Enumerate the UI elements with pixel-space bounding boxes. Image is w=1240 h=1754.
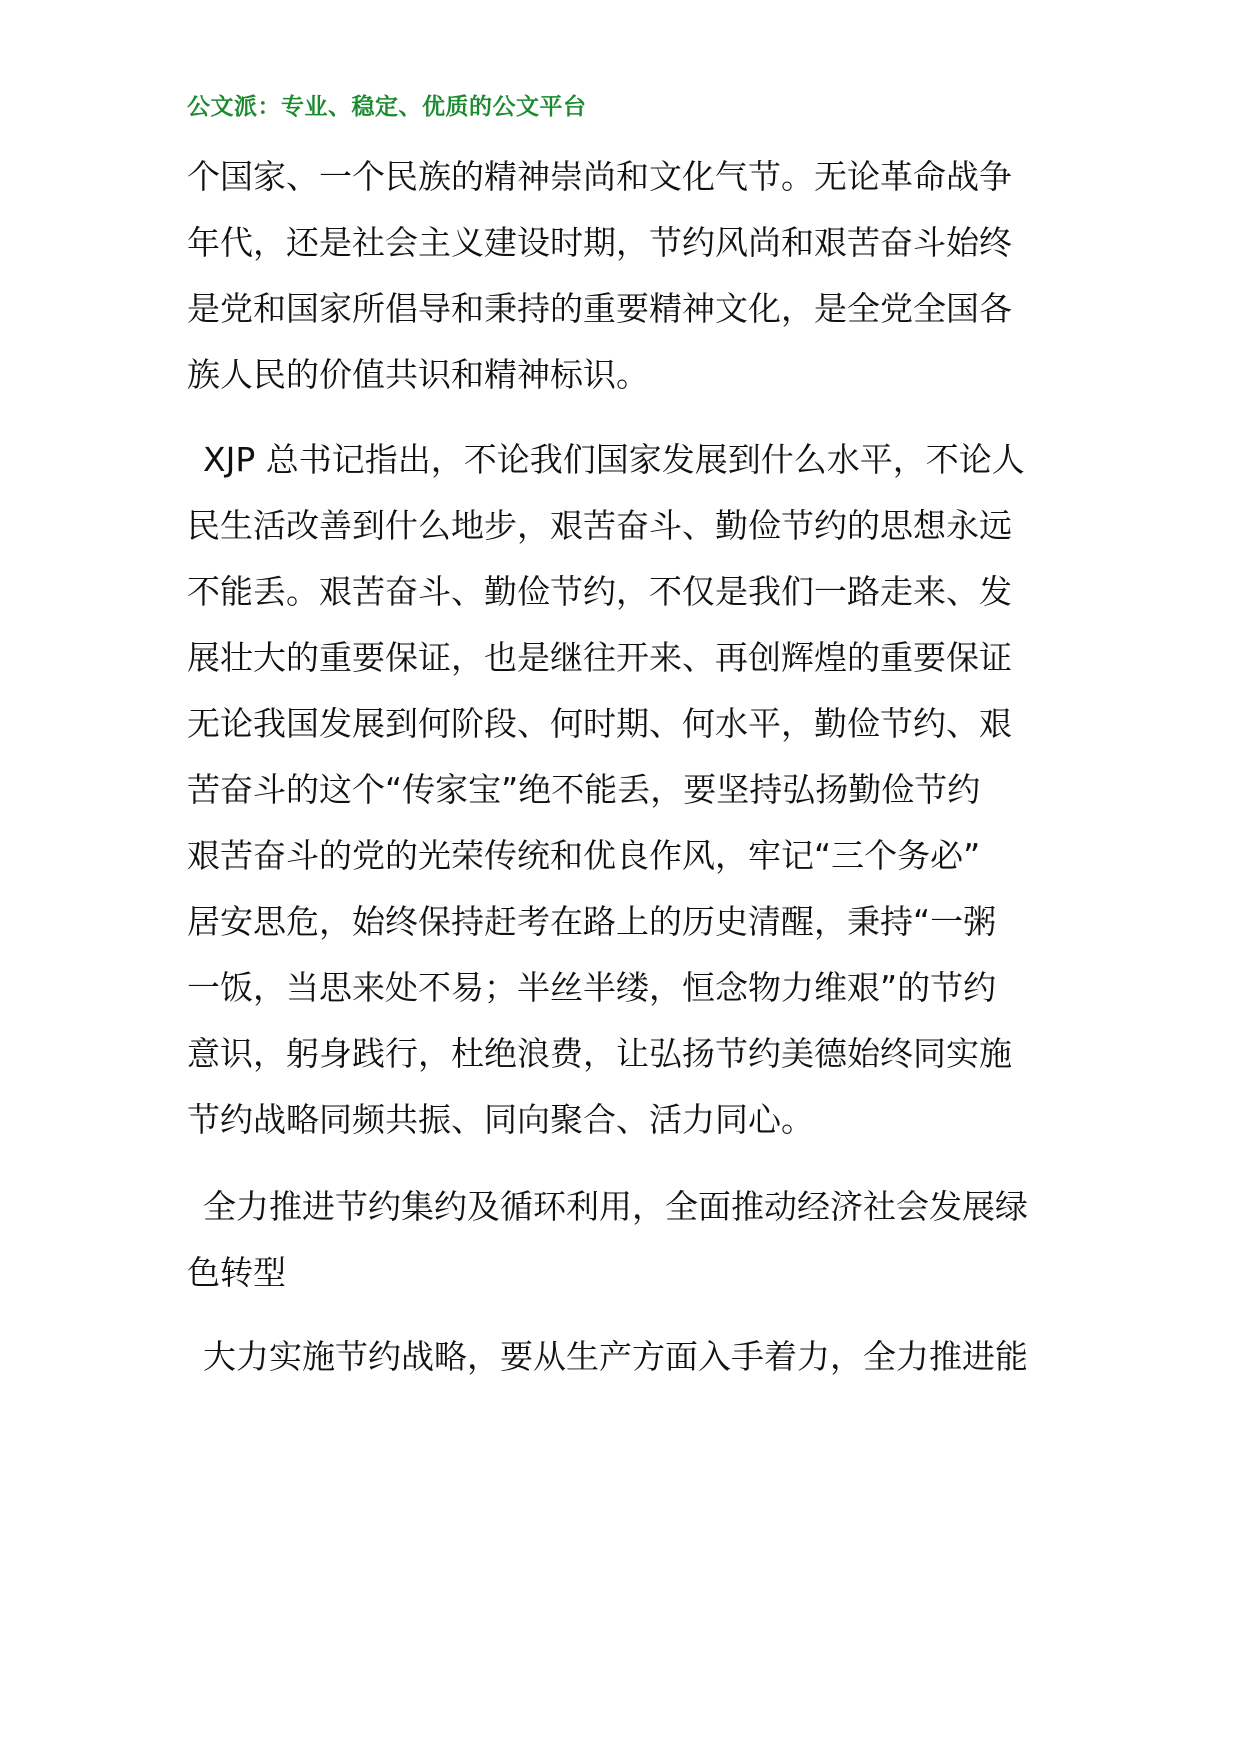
paragraph-2-line-8: 居安思危，始终保持赶考在路上的历史清醒，秉持“一粥 — [187, 902, 997, 941]
paragraph-2-line-10: 意识，躬身践行，杜绝浪费，让弘扬节约美德始终同实施 — [187, 1034, 1012, 1073]
paragraph-1-line-4: 族人民的价值共识和精神标识。 — [187, 355, 649, 394]
paragraph-4-line-1: 大力实施节约战略，要从生产方面入手着力，全力推进能 — [203, 1337, 1028, 1376]
paragraph-1-line-3: 是党和国家所倡导和秉持的重要精神文化，是全党全国各 — [187, 289, 1012, 328]
paragraph-1-line-1: 个国家、一个民族的精神崇尚和文化气节。无论革命战争 — [187, 157, 1012, 196]
paragraph-2-line-11: 节约战略同频共振、同向聚合、活力同心。 — [187, 1100, 814, 1139]
paragraph-2-line-4: 展壮大的重要保证，也是继往开来、再创辉煌的重要保证 — [187, 638, 1012, 677]
paragraph-2-line-3: 不能丢。艰苦奋斗、勤俭节约，不仅是我们一路走来、发 — [187, 572, 1012, 611]
paragraph-1-line-2: 年代，还是社会主义建设时期，节约风尚和艰苦奋斗始终 — [187, 223, 1012, 262]
paragraph-2-line-5: 无论我国发展到何阶段、何时期、何水平，勤俭节约、艰 — [187, 704, 1012, 743]
section-heading-line-2: 色转型 — [187, 1253, 286, 1292]
paragraph-2-line-2: 民生活改善到什么地步，艰苦奋斗、勤俭节约的思想永远 — [187, 506, 1012, 545]
paragraph-2-line-9: 一饭，当思来处不易；半丝半缕，恒念物力维艰”的节约 — [187, 968, 997, 1007]
section-heading-line-1: 全力推进节约集约及循环利用，全面推动经济社会发展绿 — [203, 1187, 1028, 1226]
paragraph-2-line-6: 苦奋斗的这个“传家宝”绝不能丢，要坚持弘扬勤俭节约 — [187, 770, 981, 809]
header-banner: 公文派：专业、稳定、优质的公文平台 — [187, 94, 587, 120]
paragraph-2-line-7: 艰苦奋斗的党的光荣传统和优良作风，牢记“三个务必” — [187, 836, 981, 875]
paragraph-2-line-1: XJP 总书记指出，不论我们国家发展到什么水平，不论人 — [203, 440, 1025, 479]
